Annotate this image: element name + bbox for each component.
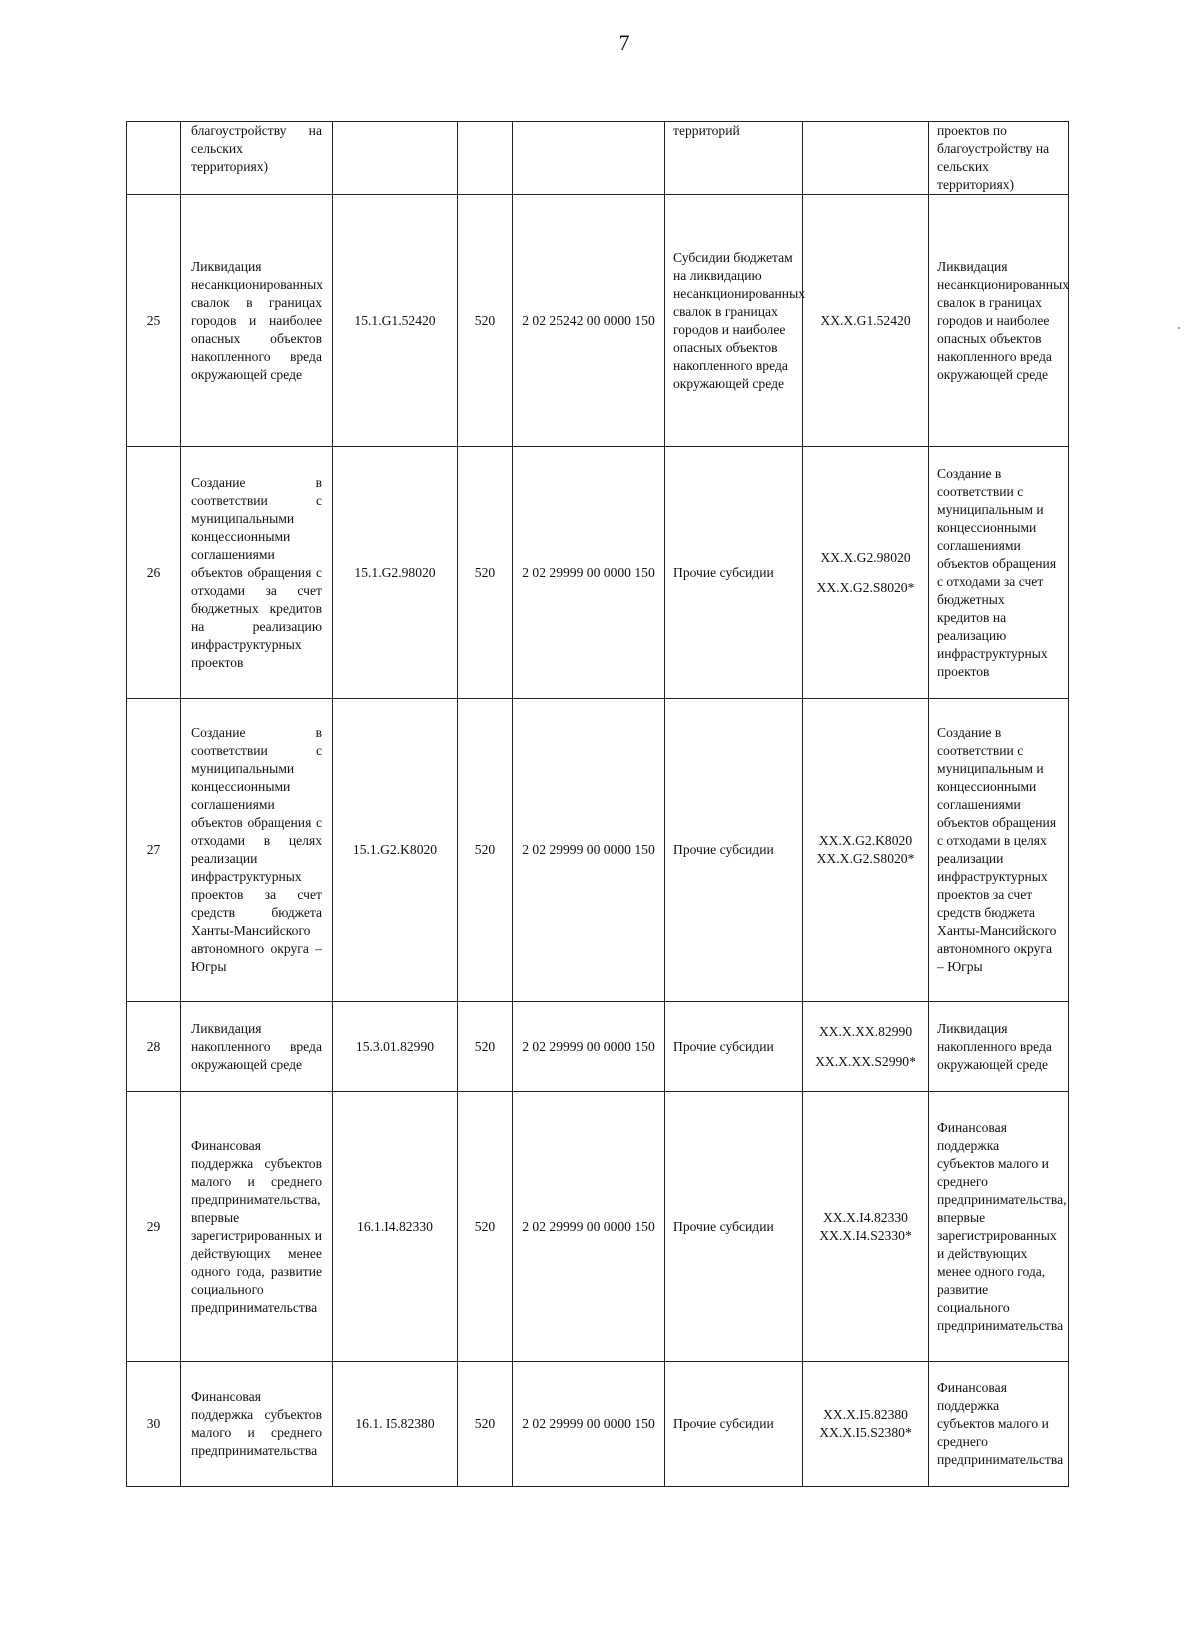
revenue-name: Субсидии бюджетам на ликвидацию несанкционированных свалок в границах городов и наиболее опасных объектов накопленного вреда окружающей среде [665, 195, 803, 447]
local-article-code [803, 699, 929, 1002]
purpose-description: Создание в соответствии с муниципальным и концессионными соглашениями объектов обращения с отходами в целях реализации инфраструктурных проектов за счет средств бюджета Ханты-Мансийского автономного округа – Югры [929, 699, 1069, 1002]
purpose-description: Финансовая поддержка субъектов малого и среднего предпринимательства, впервые зарегистрированных и действующих менее одного года, развитие социального предпринимательства [929, 1092, 1069, 1362]
table-row [127, 195, 1069, 447]
revenue-name: Прочие субсидии [665, 1362, 803, 1487]
purpose-description: Ликвидация накопленного вреда окружающей среде [929, 1002, 1069, 1092]
expense-type [458, 122, 513, 195]
scan-speck [1178, 327, 1180, 329]
event-description: Создание в соответствии с муниципальными концессионными соглашениями объектов обращения с отходами в целях реализации инфраструктурных проектов за счет средств бюджета Ханты-Мансийского автономного округа – Югры [181, 699, 333, 1002]
local-article-code [803, 1002, 929, 1092]
local-article-code [803, 122, 929, 195]
local-code-line: XX.X.I4.S2330* [819, 1227, 912, 1243]
row-number: 26 [127, 447, 181, 699]
local-code-line: XX.X.G2.S8020* [816, 579, 915, 595]
table-row [127, 122, 1069, 195]
revenue-name: Прочие субсидии [665, 699, 803, 1002]
row-number: 28 [127, 1002, 181, 1092]
table-row [127, 447, 1069, 699]
local-code-line: XX.X.I5.S2380* [819, 1425, 912, 1440]
local-code-line: XX.X.G2.98020 [820, 549, 911, 565]
revenue-code: 2 02 29999 00 0000 150 [513, 699, 665, 1002]
table-row [127, 1002, 1069, 1092]
target-article-code: 16.1.I4.82330 [333, 1092, 458, 1362]
revenue-code: 2 02 29999 00 0000 150 [513, 1092, 665, 1362]
expense-type: 520 [458, 195, 513, 447]
revenue-name: Прочие субсидии [665, 1092, 803, 1362]
row-number: 29 [127, 1092, 181, 1362]
revenue-code: 2 02 25242 00 0000 150 [513, 195, 665, 447]
target-article-code: 15.1.G2.K8020 [333, 699, 458, 1002]
local-code-line: XX.X.G2.S8020* [816, 851, 915, 866]
event-description: Ликвидация несанкционированных свалок в границах городов и наиболее опасных объектов накопленного вреда окружающей среде [181, 195, 333, 447]
expense-type: 520 [458, 1362, 513, 1487]
expense-type: 520 [458, 699, 513, 1002]
event-description: Финансовая поддержка субъектов малого и среднего предпринимательства, впервые зарегистрированных и действующих менее одного года, развитие социального предпринимательства [181, 1092, 333, 1362]
expense-type: 520 [458, 1002, 513, 1092]
table-row [127, 699, 1069, 1002]
purpose-description: Ликвидация несанкционированных свалок в границах городов и наиболее опасных объектов накопленного вреда окружающей среде [929, 195, 1069, 447]
page-number: 7 [618, 30, 630, 55]
revenue-name: территорий [665, 122, 803, 195]
purpose-description: проектов по благоустройству на сельских территориях) [929, 122, 1069, 195]
event-description: Ликвидация накопленного вреда окружающей среде [181, 1002, 333, 1092]
revenue-code: 2 02 29999 00 0000 150 [513, 1362, 665, 1487]
expense-type: 520 [458, 1092, 513, 1362]
event-description: благоустройству на сельских территориях) [181, 122, 333, 195]
table-row [127, 1092, 1069, 1362]
table-row [127, 1362, 1069, 1487]
event-description: Создание в соответствии с муниципальными концессионными соглашениями объектов обращения с отходами за счет бюджетных кредитов на реализацию инфраструктурных проектов [181, 447, 333, 699]
local-code-line: XX.X.I4.82330 [823, 1209, 908, 1225]
target-article-code: 15.3.01.82990 [333, 1002, 458, 1092]
revenue-name: Прочие субсидии [665, 1002, 803, 1092]
local-code-line: XX.X.G1.52420 [820, 312, 911, 328]
target-article-code: 15.1.G2.98020 [333, 447, 458, 699]
local-code-line: XX.X.G2.K8020 [818, 833, 913, 848]
revenue-name: Прочие субсидии [665, 447, 803, 699]
revenue-code: 2 02 29999 00 0000 150 [513, 1002, 665, 1092]
row-number [127, 122, 181, 195]
local-article-code [803, 195, 929, 447]
local-code-line: XX.X.I5.82380 [823, 1407, 908, 1422]
row-number: 30 [127, 1362, 181, 1487]
row-number: 25 [127, 195, 181, 447]
budget-codes-table [126, 121, 1069, 1487]
revenue-code [513, 122, 665, 195]
local-article-code [803, 1092, 929, 1362]
target-article-code: 15.1.G1.52420 [333, 195, 458, 447]
local-code-line: XX.X.XX.82990 [818, 1023, 913, 1039]
local-article-code [803, 447, 929, 699]
local-article-code [803, 1362, 929, 1487]
event-description: Финансовая поддержка субъектов малого и среднего предпринимательства [181, 1362, 333, 1487]
target-article-code: 16.1. I5.82380 [333, 1362, 458, 1487]
local-code-line: XX.X.XX.S2990* [815, 1053, 916, 1069]
target-article-code [333, 122, 458, 195]
row-number: 27 [127, 699, 181, 1002]
purpose-description: Создание в соответствии с муниципальным и концессионными соглашениями объектов обращения с отходами за счет бюджетных кредитов на реализацию инфраструктурных проектов [929, 447, 1069, 699]
revenue-code: 2 02 29999 00 0000 150 [513, 447, 665, 699]
purpose-description: Финансовая поддержка субъектов малого и среднего предпринимательства [929, 1362, 1069, 1487]
expense-type: 520 [458, 447, 513, 699]
